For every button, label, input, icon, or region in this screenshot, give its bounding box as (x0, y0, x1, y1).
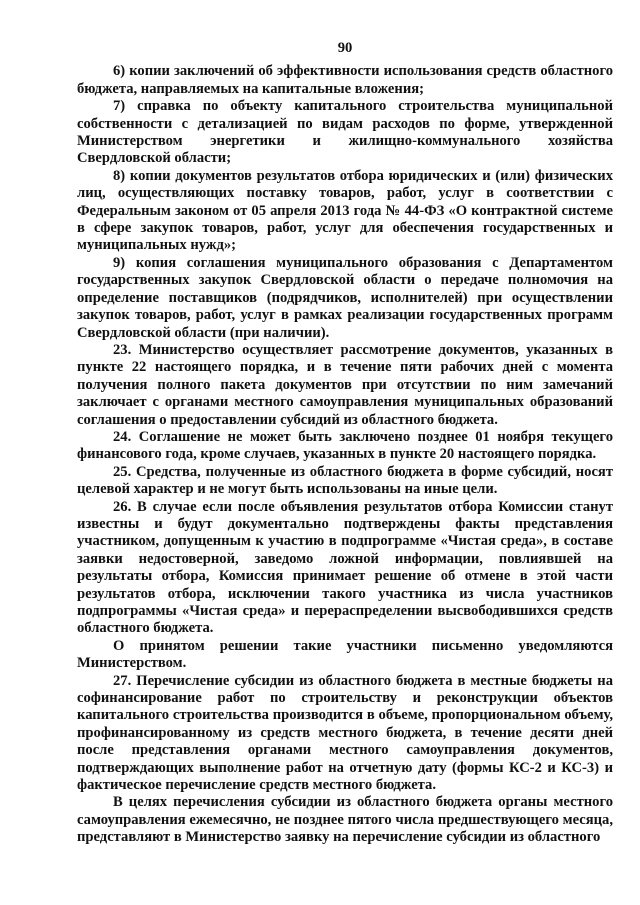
paragraph-clause-27: 27. Перечисление субсидии из областного бюджета в местные бюджеты на софинансирование работ по строительству и реконструкции объектов капитального строительства производится в объеме, пропорциональном объему, профинансированному из средств местного бюджета, в течение десяти дней после представления органами местного самоуправления документов, подтверждающих выполнение работ на отчетную дату (формы КС-2 и КС-3) и фактическое перечисление средств местного бюджета. (77, 672, 613, 794)
paragraph-item-8: 8) копии документов результатов отбора юридических и (или) физических лиц, осуществляющих поставку товаров, работ, услуг в соответствии с Федеральным законом от 05 апреля 2013 года № 44-ФЗ «О контрактной системе в сфере закупок товаров, работ, услуг для обеспечения государственных и муниципальных нужд»; (77, 167, 613, 254)
paragraph-item-9: 9) копия соглашения муниципального образования с Департаментом государственных закупок Свердловской области о передаче полномочия на определение поставщиков (подрядчиков, исполнителей) при осуществлении закупок товаров, работ, услуг в рамках реализации государственных программ Свердловской области (при наличии). (77, 254, 613, 341)
document-page (77, 40, 613, 847)
paragraph-clause-23: 23. Министерство осуществляет рассмотрение документов, указанных в пункте 22 настоящего порядка, и в течение пяти рабочих дней с момента получения полного пакета документов при отсутствии по ним замечаний заключает с органами местного самоуправления муниципальных образований соглашения о предоставлении субсидий из областного бюджета. (77, 341, 613, 428)
paragraph-clause-26: 26. В случае если после объявления результатов отбора Комиссии станут известны и будут документально подтверждены факты представления участником, допущенным к участию в подпрограмме «Чистая среда», в составе заявки недостоверной, заведомо ложной информации, повлиявшей на результаты отбора, Комиссия принимает решение об отмене в этой части результатов отбора, исключении такого участника из числа участников подпрограммы «Чистая среда» и перераспределении высвободившихся средств областного бюджета. (77, 498, 613, 637)
paragraph-clause-26-notice: О принятом решении такие участники письменно уведомляются Министерством. (77, 637, 613, 672)
paragraph-item-6: 6) копии заключений об эффективности использования средств областного бюджета, направляемых на капитальные вложения; (77, 63, 613, 97)
paragraph-item-7: 7) справка по объекту капитального строительства муниципальной собственности с детализацией по видам расходов по форме, утвержденной Министерством энергетики и жилищно-коммунального хозяйства Свердловской области; (77, 98, 613, 167)
paragraph-clause-27-continuation: В целях перечисления субсидии из областного бюджета органы местного самоуправления ежемесячно, не позднее пятого числа предшествующего месяца, представляют в Министерство заявку на перечисление субсидии из областного (77, 794, 613, 846)
paragraph-clause-24: 24. Соглашение не может быть заключено позднее 01 ноября текущего финансового года, кроме случаев, указанных в пункте 20 настоящего порядка. (77, 428, 613, 463)
page-number: 90 (337, 40, 353, 56)
paragraph-clause-25: 25. Средства, полученные из областного бюджета в форме субсидий, носят целевой характер и не могут быть использованы на иные цели. (77, 463, 613, 498)
